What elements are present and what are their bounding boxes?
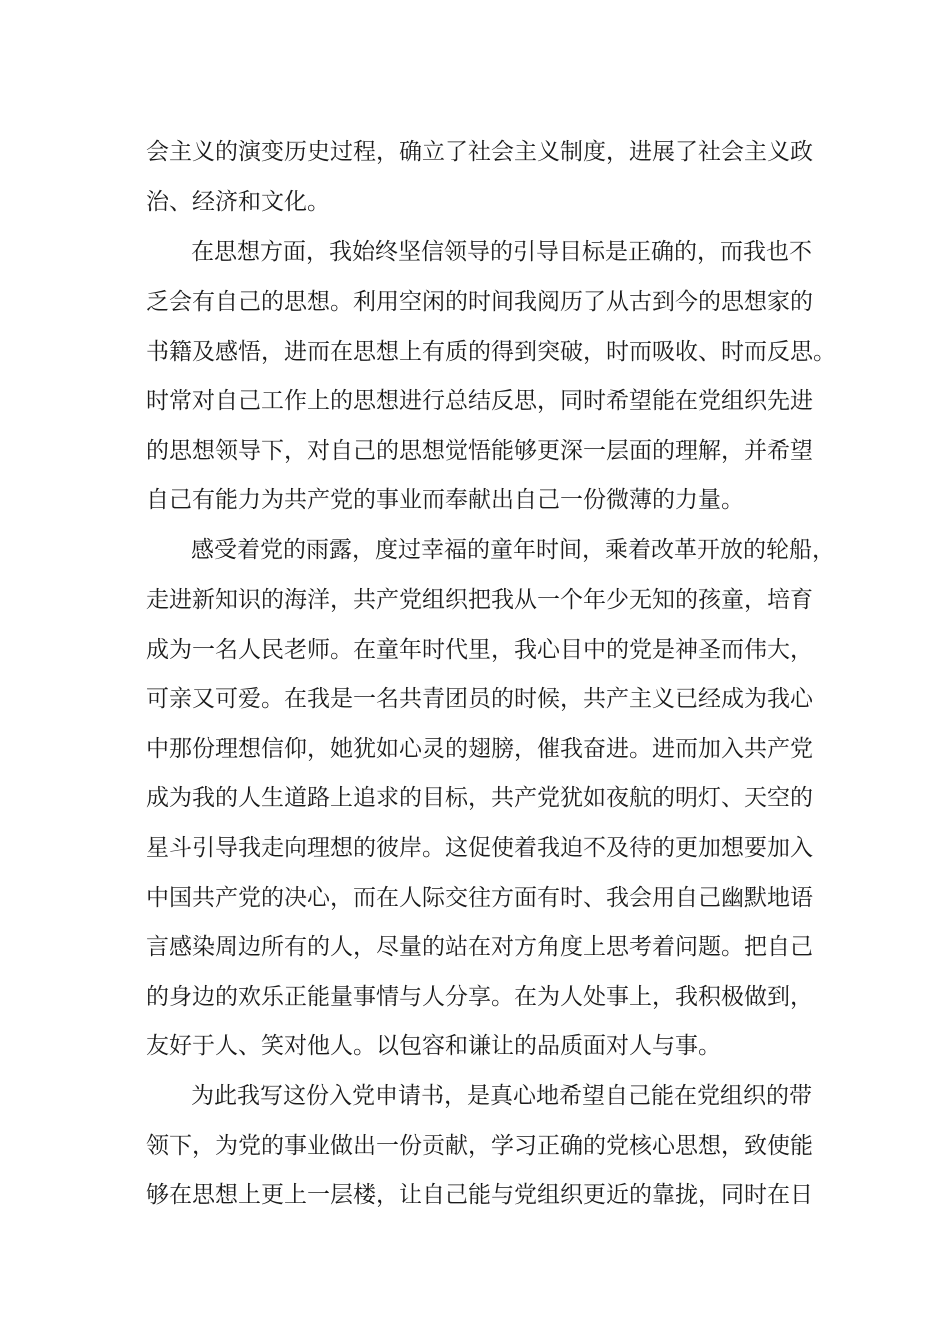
paragraph-first-line: 感受着党的雨露，度过幸福的童年时间，乘着改革开放的轮船， (191, 537, 835, 563)
text-line: 友好于人、笑对他人。以包容和谦让的品质面对人与事。 (146, 1033, 721, 1059)
paragraph-first-line: 在思想方面，我始终坚信领导的引导目标是正确的，而我也不 (191, 239, 812, 265)
text-line: 成为一名人民老师。在童年时代里，我心目中的党是神圣而伟大， (146, 637, 813, 663)
paragraph-first-line: 为此我写这份入党申请书，是真心地希望自己能在党组织的带 (191, 1083, 812, 1109)
text-line: 会主义的演变历史过程，确立了社会主义制度，进展了社会主义政 (146, 139, 813, 165)
text-line: 可亲又可爱。在我是一名共青团员的时候，共产主义已经成为我心 (146, 686, 813, 712)
text-line: 星斗引导我走向理想的彼岸。这促使着我迫不及待的更加想要加入 (146, 835, 813, 861)
text-line: 治、经济和文化。 (146, 189, 330, 215)
text-line: 成为我的人生道路上追求的目标，共产党犹如夜航的明灯、天空的 (146, 785, 813, 811)
text-line: 领下，为党的事业做出一份贡献，学习正确的党核心思想，致使能 (146, 1133, 813, 1159)
text-line: 乏会有自己的思想。利用空闲的时间我阅历了从古到今的思想家的 (146, 289, 813, 315)
text-line: 的身边的欢乐正能量事情与人分享。在为人处事上，我积极做到， (146, 984, 813, 1010)
text-line: 时常对自己工作上的思想进行总结反思，同时希望能在党组织先进 (146, 388, 813, 414)
text-line: 中那份理想信仰，她犹如心灵的翅膀，催我奋进。进而加入共产党 (146, 736, 813, 762)
text-line: 走进新知识的海洋，共产党组织把我从一个年少无知的孩童，培育 (146, 587, 813, 613)
text-line: 中国共产党的决心，而在人际交往方面有时、我会用自己幽默地语 (146, 885, 813, 911)
text-line: 够在思想上更上一层楼，让自己能与党组织更近的靠拢，同时在日 (146, 1182, 813, 1208)
text-line: 自己有能力为共产党的事业而奉献出自己一份微薄的力量。 (146, 487, 744, 513)
text-line: 的思想领导下，对自己的思想觉悟能够更深一层面的理解，并希望 (146, 438, 813, 464)
text-line: 书籍及感悟，进而在思想上有质的得到突破，时而吸收、时而反思。 (146, 339, 836, 365)
text-line: 言感染周边所有的人，尽量的站在对方角度上思考着问题。把自己 (146, 934, 813, 960)
